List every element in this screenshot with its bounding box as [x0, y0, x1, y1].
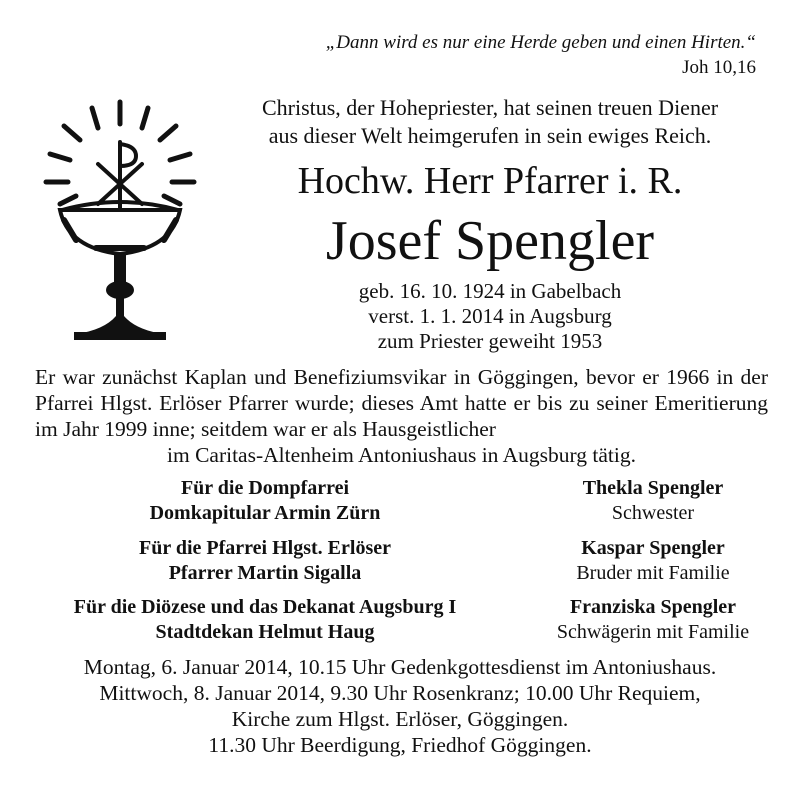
- service-line: Mittwoch, 8. Januar 2014, 9.30 Uhr Rosenkranz; 10.00 Uhr Requiem,: [99, 681, 701, 705]
- chalice-chi-rho-icon: [40, 98, 200, 346]
- death-info: verst. 1. 1. 2014 in Augsburg: [368, 304, 612, 328]
- mourner-person: Pfarrer Martin Sigalla: [168, 562, 362, 584]
- mourner-person: Stadtdekan Helmut Haug: [155, 621, 375, 643]
- deceased-title: Hochw. Herr Pfarrer i. R.: [297, 160, 683, 202]
- epigraph-reference: Joh 10,16: [682, 57, 756, 78]
- mourner-org: Für die Diözese und das Dekanat Augsburg I: [73, 596, 457, 618]
- ordination-info: zum Priester geweiht 1953: [377, 329, 603, 353]
- birth-info: geb. 16. 10. 1924 in Gabelbach: [358, 279, 622, 303]
- service-line: 11.30 Uhr Beerdigung, Friedhof Göggingen.: [208, 733, 592, 757]
- relative-name: Kaspar Spengler: [581, 537, 725, 559]
- epigraph-quote: „Dann wird es nur eine Herde geben und einen Hirten.“: [325, 32, 756, 53]
- biography-last-line: im Caritas-Altenheim Antoniushaus in Augsburg tätig.: [167, 443, 636, 467]
- relative-relation: Schwägerin mit Familie: [556, 621, 750, 643]
- intro-text: [200, 94, 780, 150]
- relative-relation: Bruder mit Familie: [576, 562, 730, 584]
- mourner-org: Für die Dompfarrei: [180, 477, 350, 499]
- service-line: Kirche zum Hlgst. Erlöser, Göggingen.: [231, 707, 569, 731]
- biography-text: Er war zunächst Kaplan und Benefiziumsvikar in Göggingen, bevor er 1966 in der Pfarrei Hlgst. Erlöser Pfarrer wurde; dieses Amt hatte er bis zu seiner Emeritierung im Jahr 1999 inne; seitdem war er als Hausgeistlicher: [35, 365, 768, 441]
- deceased-name: Josef Spengler: [325, 210, 655, 272]
- service-line: Montag, 6. Januar 2014, 10.15 Uhr Gedenkgottesdienst im Antoniushaus.: [83, 655, 717, 679]
- mourner-org: Für die Pfarrei Hlgst. Erlöser: [139, 537, 391, 559]
- relative-name: Thekla Spengler: [582, 477, 724, 499]
- intro-line: Christus, der Hohepriester, hat seinen treuen Diener: [261, 95, 719, 120]
- mourner-person: Domkapitular Armin Zürn: [149, 502, 381, 524]
- intro-line: aus dieser Welt heimgerufen in sein ewiges Reich.: [268, 123, 712, 148]
- relative-relation: Schwester: [611, 502, 695, 524]
- relative-name: Franziska Spengler: [569, 596, 737, 618]
